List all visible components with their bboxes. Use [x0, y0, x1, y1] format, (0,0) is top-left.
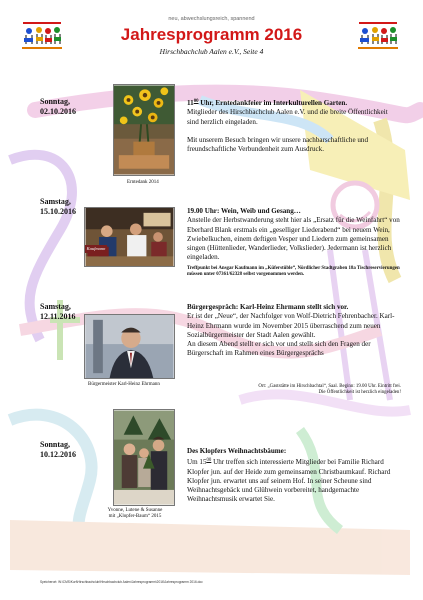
event-paragraph: Mitglieder des Hirschbachclub Aalen e.V. und die breite Öffentlichkeit sind herzlich eingeladen.	[187, 108, 388, 126]
event-heading	[187, 97, 397, 108]
tagline: neu, abwechslungsreich, spannend	[168, 16, 255, 22]
event-paragraph: Er ist der „Neue“, der Nachfolger von Wolf-Dietrich Fehrenbacher. Karl-Heinz Ehrmann wurde im November 2015 überraschend zum neuen Sozialbürgermeister der Stadt Aalen gewählt.	[187, 312, 395, 339]
event-paragraph-rest: Uhr treffen sich interessierte Mitglieder bei Familie Richard Klopfer jun. auf der Heide zum gemeinsamen Christbaumkauf. Richard Klopfer jun. erwartet uns auf seinem Hof. In seiner Scheune sind Weihnachtsgebäck und Glühwein vorbereitet, handgemachte Weihnachtsmusik erwartet Sie.	[187, 458, 391, 504]
event-date-value: 12.11.2016	[40, 312, 76, 321]
event-heading: 19.00 Uhr: Wein, Weib und Gesang…	[187, 207, 301, 215]
event-paragraph: Anstelle der Herbstwanderung steht hier als „Ersatz für die Weinfahrt“ von Eberhard Blank erstmals ein „geselliger Liederabend“ bei neuem Wein, Zwiebelkuchen, einem deftigen Vesper und Liedern zum gemeinsamen singen (Hüttenlieder, Wanderlieder, Volkslieder). Jedermann ist herzlich eingeladen.	[187, 216, 400, 262]
harvest-flowers-photo	[113, 84, 175, 176]
event-date-value: 02.10.2016	[40, 107, 76, 116]
photo-caption-names: Yvonne, Lutene & Susanne	[107, 508, 163, 513]
photo-caption: Erntedank 2014	[127, 180, 159, 185]
event-description	[187, 447, 401, 505]
event-paragraph-start: Um 15	[187, 458, 207, 467]
event-note-location: Ort: „Gaststätte im Hirschbachtal“, Saal. Beginn: 19.00 Uhr. Eintritt frei.	[258, 384, 401, 389]
event-description	[187, 207, 401, 263]
event-description	[187, 97, 397, 154]
photo-caption	[95, 508, 175, 520]
event-heading: Bürgergespräch: Karl-Heinz Ehrmann stellt sich vor.	[187, 303, 349, 311]
event-time-hour: 11	[187, 99, 194, 107]
event-paragraph: Mit unserem Besuch bringen wir unsere nachbarschaftliche und freundschaftliche Verbundenheit zum Ausdruck.	[187, 135, 369, 154]
event-date	[40, 197, 76, 217]
event-note-invitation: Die Öffentlichkeit ist herzlich eingeladen!	[318, 390, 401, 395]
christmas-tree-photo	[113, 409, 175, 506]
event-heading: Des Klopfers Weihnachtsbäume:	[187, 447, 287, 455]
event-weekday: Samstag,	[40, 302, 71, 311]
event-weekday: Sonntag,	[40, 440, 71, 449]
event-date	[40, 302, 76, 322]
mayor-portrait-photo	[84, 314, 175, 379]
event-date-value: 15.10.2016	[40, 207, 76, 216]
photo-caption: Bürgermeister Karl-Heinz Ehrmann	[88, 382, 160, 387]
event-time-minutes: 00	[206, 458, 212, 464]
wine-evening-photo	[84, 207, 175, 267]
page-title: Jahresprogramm 2016	[120, 25, 303, 44]
document-path-footer: Speicherort: W:\CMS\Kurt\Hirschbachclub\Hirschbachclub Aalen\Jahresprogramm\2016\Jahresprogramm 2016.doc	[40, 580, 203, 584]
event-time-minutes: 00	[193, 99, 199, 104]
event-date-value: 10.12.2016	[40, 450, 76, 459]
event-weekday: Samstag,	[40, 197, 71, 206]
event-note	[187, 384, 401, 396]
event-weekday: Sonntag,	[40, 97, 71, 106]
event-paragraph: An diesem Abend stellt er sich vor und stellt sich den Fragen der Bürgerschaft im Rahmen eines Bürgergesprächs	[187, 340, 371, 358]
event-description	[187, 303, 401, 359]
event-date	[40, 440, 76, 460]
kaufmann-sign-label: Kaufmann	[86, 246, 106, 251]
page-subtitle: Hirschbachclub Aalen e.V., Seite 4	[159, 47, 264, 56]
event-date	[40, 97, 76, 117]
event-note: Treffpunkt bei Ansgar Kaufmann im „Küferstüble“, Nördlicher Stadtgraben 18a Tischreservierungen müssen unter 07361/62328 selbst vorgenommen werden.	[187, 266, 400, 277]
event-paragraph	[187, 456, 401, 504]
event-heading-text: Uhr, Erntedankfeier im Interkulturellen Garten.	[198, 99, 348, 107]
photo-caption-detail: mit „Klopfer-Baum“ 2015	[108, 514, 162, 519]
